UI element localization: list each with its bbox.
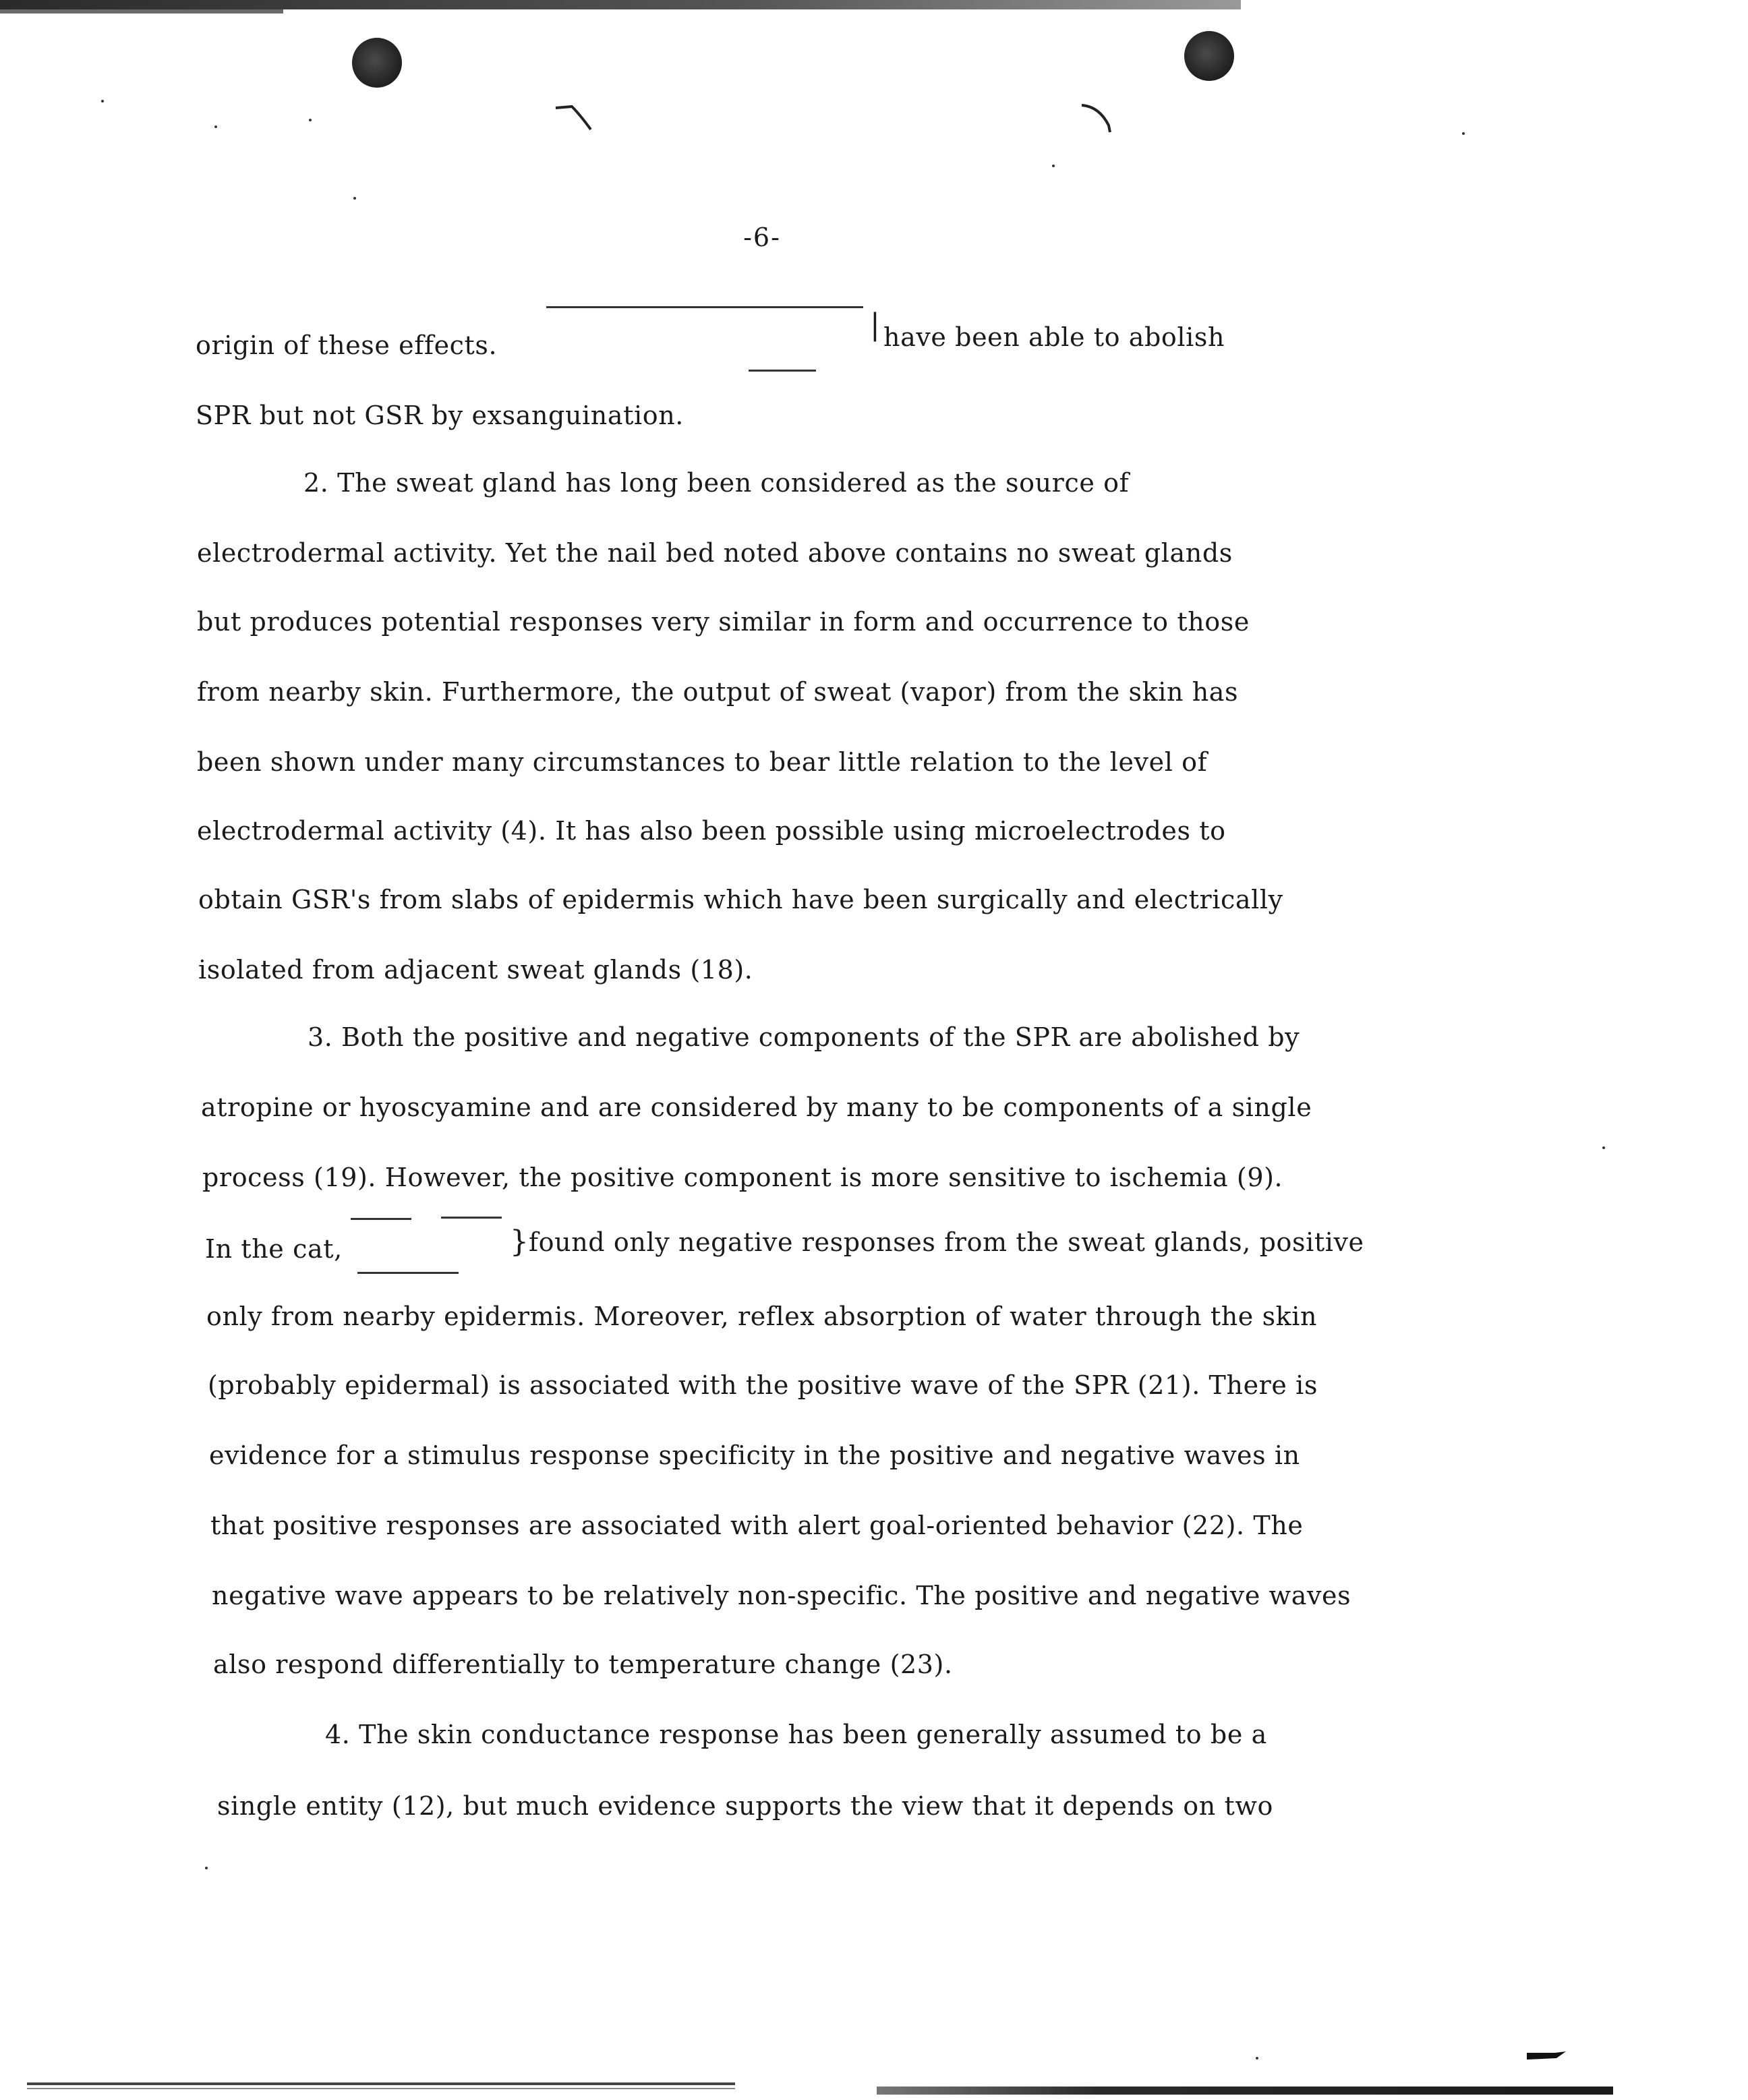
text-line: origin of these effects. <box>196 330 498 360</box>
scan-edge-top-shadow <box>0 9 283 13</box>
dust-speck <box>205 1867 208 1869</box>
dust-speck <box>1602 1146 1605 1149</box>
scan-edge-bottom-shadow <box>27 2088 735 2089</box>
redaction-mark <box>441 1217 502 1219</box>
text-line: 2. The sweat gland has long been considered as the source of <box>303 468 1130 498</box>
text-line: from nearby skin. Furthermore, the output of sweat (vapor) from the skin has <box>197 677 1239 707</box>
scan-edge-top <box>0 0 1241 9</box>
dust-speck <box>309 119 312 121</box>
text-line: evidence for a stimulus response specificity in the positive and negative waves in <box>209 1440 1300 1470</box>
redaction-bracket: | <box>870 308 880 342</box>
text-line: negative wave appears to be relatively non-specific. The positive and negative waves <box>212 1581 1351 1610</box>
text-line: 4. The skin conductance response has been generally assumed to be a <box>325 1720 1267 1749</box>
dust-speck <box>1256 2057 1258 2060</box>
text-line: single entity (12), but much evidence supports the view that it depends on two <box>217 1791 1273 1821</box>
redaction-mark <box>351 1218 411 1220</box>
text-line: only from nearby epidermis. Moreover, reflex absorption of water through the skin <box>206 1302 1318 1331</box>
text-line: obtain GSR's from slabs of epidermis which have been surgically and electrically <box>198 885 1283 914</box>
text-line: have been able to abolish <box>883 322 1225 352</box>
text-line: that positive responses are associated with alert goal-oriented behavior (22). The <box>210 1511 1304 1540</box>
text-line: electrodermal activity (4). It has also been possible using microelectrodes to <box>197 816 1226 846</box>
redaction-mark <box>546 306 863 308</box>
scan-edge-bottom <box>27 2082 735 2085</box>
page-number: -6- <box>743 223 781 252</box>
text-line: but produces potential responses very similar in form and occurrence to those <box>197 607 1250 637</box>
text-line: (probably epidermal) is associated with the positive wave of the SPR (21). There is <box>208 1370 1318 1400</box>
text-line: electrodermal activity. Yet the nail bed noted above contains no sweat glands <box>197 538 1233 568</box>
punch-hole-left <box>352 38 402 88</box>
text-line: atropine or hyoscyamine and are considered by many to be components of a single <box>201 1092 1312 1122</box>
dust-speck <box>1462 132 1465 135</box>
staple-mark-right <box>1079 101 1126 135</box>
punch-hole-right <box>1184 31 1234 81</box>
text-line: been shown under many circumstances to bear little relation to the level of <box>197 747 1208 777</box>
continuation-arrow-icon <box>1525 2050 1567 2062</box>
text-line: found only negative responses from the sweat glands, positive <box>529 1227 1364 1257</box>
dust-speck <box>1052 165 1055 167</box>
scan-edge-bottom-right <box>877 2087 1613 2095</box>
text-line: process (19). However, the positive component is more sensitive to ischemia (9). <box>202 1163 1283 1192</box>
text-line: In the cat, <box>205 1234 343 1264</box>
text-line: isolated from adjacent sweat glands (18). <box>198 955 753 985</box>
dust-speck <box>101 100 104 103</box>
text-line: also respond differentially to temperature change (23). <box>213 1650 953 1679</box>
redaction-mark <box>749 370 816 372</box>
text-line: 3. Both the positive and negative components of the SPR are abolished by <box>308 1022 1300 1052</box>
redaction-bracket: } <box>510 1225 529 1259</box>
redaction-mark <box>357 1272 459 1274</box>
staple-mark-left <box>553 101 600 135</box>
dust-speck <box>214 125 217 128</box>
dust-speck <box>353 197 356 200</box>
text-line: SPR but not GSR by exsanguination. <box>196 401 684 430</box>
